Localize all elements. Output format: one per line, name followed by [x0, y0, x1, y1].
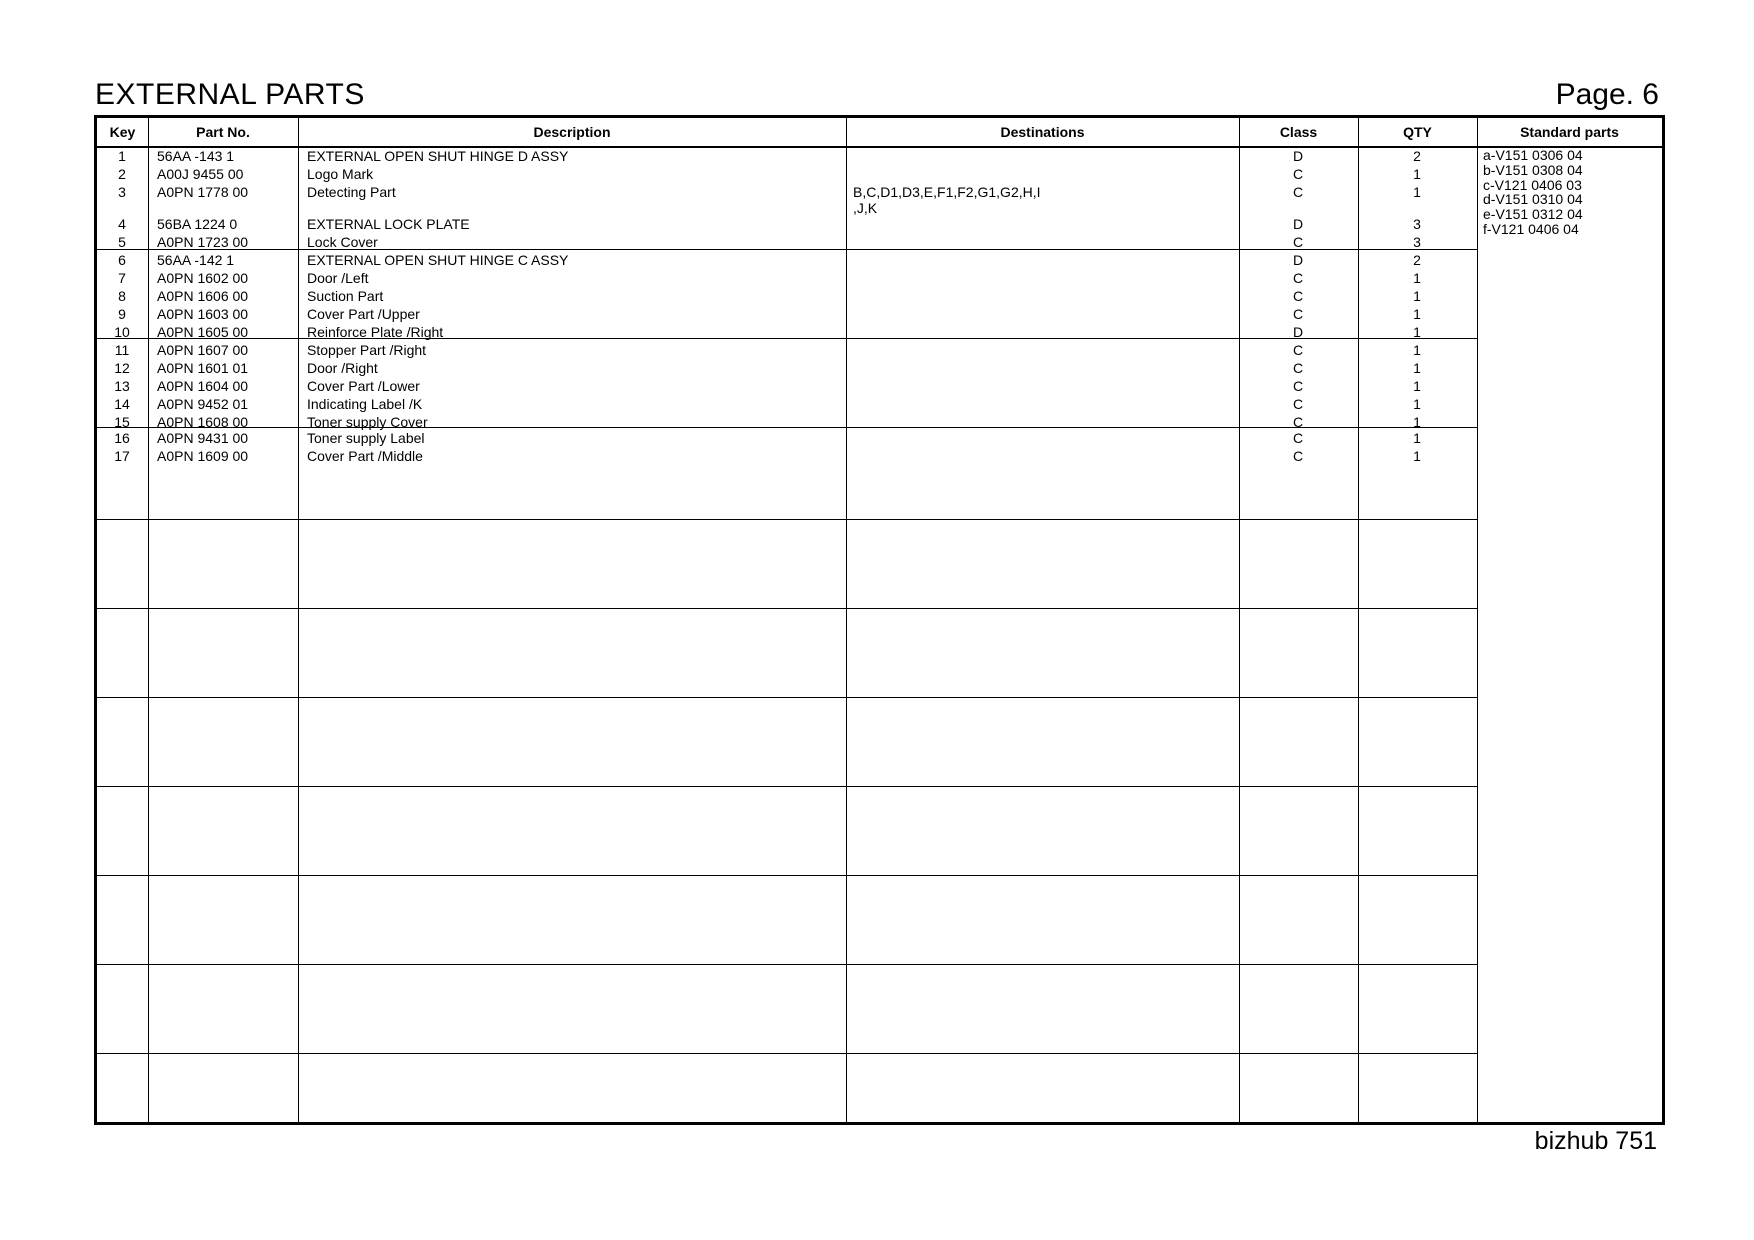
- row-key: 17: [114, 448, 130, 464]
- row-description: Toner supply Cover: [307, 414, 428, 430]
- row-qty: 1: [1413, 270, 1421, 286]
- row-description: Cover Part /Upper: [307, 306, 420, 322]
- row-key: 9: [118, 306, 126, 322]
- group-divider: [97, 697, 1477, 698]
- standard-part: c-V121 0406 03: [1483, 176, 1582, 193]
- row-key: 14: [114, 396, 130, 412]
- row-qty: 1: [1413, 288, 1421, 304]
- row-key: 2: [118, 166, 126, 182]
- row-qty: 1: [1413, 342, 1421, 358]
- row-class: C: [1292, 166, 1304, 182]
- page-number: Page. 6: [1555, 78, 1659, 111]
- row-qty: 1: [1413, 306, 1421, 322]
- column-divider: [846, 118, 847, 1122]
- header-qty: QTY: [1403, 124, 1432, 140]
- row-part-no: A0PN 1605 00: [157, 324, 249, 340]
- row-qty: 1: [1413, 166, 1421, 182]
- standard-part: b-V151 0308 04: [1483, 161, 1583, 178]
- row-qty: 3: [1413, 234, 1421, 250]
- row-class: C: [1292, 234, 1304, 250]
- standard-part: a-V151 0306 04: [1483, 147, 1583, 163]
- row-part-no: A0PN 1601 01: [157, 360, 249, 376]
- row-qty: 1: [1413, 448, 1421, 464]
- row-part-no: 56AA -142 1: [157, 252, 235, 268]
- row-class: C: [1292, 396, 1304, 412]
- row-class: C: [1292, 184, 1304, 200]
- row-description: Lock Cover: [307, 234, 378, 250]
- row-destinations: B,C,D1,D3,E,F1,F2,G1,G2,H,I ,J,K: [853, 184, 1041, 216]
- row-part-no: A0PN 1608 00: [157, 414, 249, 430]
- row-key: 12: [114, 360, 130, 376]
- row-description: EXTERNAL LOCK PLATE: [307, 216, 470, 232]
- parts-table: [94, 115, 1665, 1125]
- column-divider: [1358, 118, 1359, 1122]
- row-key: 7: [118, 270, 126, 286]
- row-description: Toner supply Label: [307, 430, 425, 446]
- row-key: 8: [118, 288, 126, 304]
- row-key: 13: [114, 378, 130, 394]
- row-part-no: A0PN 1609 00: [157, 448, 249, 464]
- group-divider: [97, 964, 1477, 965]
- row-key: 3: [118, 184, 126, 200]
- row-part-no: A0PN 1607 00: [157, 342, 249, 358]
- row-key: 11: [114, 342, 130, 358]
- row-key: 4: [118, 216, 126, 232]
- row-class: C: [1292, 360, 1304, 376]
- column-divider: [1477, 118, 1478, 1122]
- row-description: Cover Part /Lower: [307, 378, 420, 394]
- row-part-no: 56AA -143 1: [157, 148, 235, 164]
- row-part-no: A0PN 1723 00: [157, 234, 249, 250]
- row-class: C: [1292, 288, 1304, 304]
- standard-part: d-V151 0310 04: [1483, 191, 1583, 208]
- row-key: 6: [118, 252, 126, 268]
- row-part-no: A0PN 1778 00: [157, 184, 249, 200]
- row-qty: 1: [1413, 378, 1421, 394]
- group-divider: [97, 875, 1477, 876]
- column-divider: [148, 118, 149, 1122]
- row-description: Logo Mark: [307, 166, 374, 182]
- row-description: Stopper Part /Right: [307, 342, 427, 358]
- row-part-no: A0PN 1606 00: [157, 288, 249, 304]
- row-class: D: [1292, 324, 1304, 340]
- row-qty: 1: [1413, 396, 1421, 412]
- row-qty: 2: [1413, 252, 1421, 268]
- row-class: C: [1292, 414, 1304, 430]
- row-qty: 2: [1413, 148, 1421, 164]
- row-class: C: [1292, 270, 1304, 286]
- group-divider: [97, 519, 1477, 520]
- row-part-no: A00J 9455 00: [157, 166, 244, 182]
- group-divider: [97, 608, 1477, 609]
- row-qty: 3: [1413, 216, 1421, 232]
- row-class: D: [1292, 252, 1304, 268]
- row-description: Suction Part: [307, 288, 384, 304]
- standard-part: e-V151 0312 04: [1483, 206, 1583, 223]
- row-description: Door /Left: [307, 270, 369, 286]
- row-class: D: [1292, 148, 1304, 164]
- column-divider: [1239, 118, 1240, 1122]
- row-qty: 1: [1413, 184, 1421, 200]
- row-description: Cover Part /Middle: [307, 448, 423, 464]
- row-class: C: [1292, 342, 1304, 358]
- row-class: D: [1292, 216, 1304, 232]
- row-key: 16: [114, 430, 130, 446]
- header-description: Description: [533, 124, 611, 140]
- model-name: bizhub 751: [1534, 1127, 1657, 1155]
- row-part-no: 56BA 1224 0: [157, 216, 238, 232]
- row-qty: 1: [1413, 414, 1421, 430]
- row-part-no: A0PN 9431 00: [157, 430, 249, 446]
- row-class: C: [1292, 448, 1304, 464]
- header-part-no: Part No.: [196, 124, 250, 140]
- row-part-no: A0PN 1603 00: [157, 306, 249, 322]
- row-key: 1: [118, 148, 126, 164]
- row-description: Indicating Label /K: [307, 396, 423, 412]
- row-qty: 1: [1413, 324, 1421, 340]
- header-key: Key: [109, 124, 136, 140]
- header-destinations: Destinations: [1000, 124, 1085, 140]
- row-description: Door /Right: [307, 360, 378, 376]
- row-description: EXTERNAL OPEN SHUT HINGE D ASSY: [307, 148, 569, 164]
- page-title: EXTERNAL PARTS: [95, 78, 365, 111]
- standard-parts-list: [1483, 148, 1583, 237]
- row-key: 10: [114, 324, 130, 340]
- standard-part: f-V121 0406 04: [1483, 220, 1579, 237]
- header-class: Class: [1279, 124, 1318, 140]
- column-divider: [298, 118, 299, 1122]
- header-standard-parts: Standard parts: [1520, 124, 1619, 140]
- row-part-no: A0PN 9452 01: [157, 396, 249, 412]
- row-description: Reinforce Plate /Right: [307, 324, 444, 340]
- row-qty: 1: [1413, 360, 1421, 376]
- row-class: C: [1292, 378, 1304, 394]
- group-divider: [97, 786, 1477, 787]
- row-key: 15: [114, 414, 130, 430]
- row-description: Detecting Part: [307, 184, 396, 200]
- row-qty: 1: [1413, 430, 1421, 446]
- row-part-no: A0PN 1604 00: [157, 378, 249, 394]
- row-description: EXTERNAL OPEN SHUT HINGE C ASSY: [307, 252, 569, 268]
- row-key: 5: [118, 234, 126, 250]
- group-divider: [97, 1053, 1477, 1054]
- row-part-no: A0PN 1602 00: [157, 270, 249, 286]
- row-class: C: [1292, 306, 1304, 322]
- row-class: C: [1292, 430, 1304, 446]
